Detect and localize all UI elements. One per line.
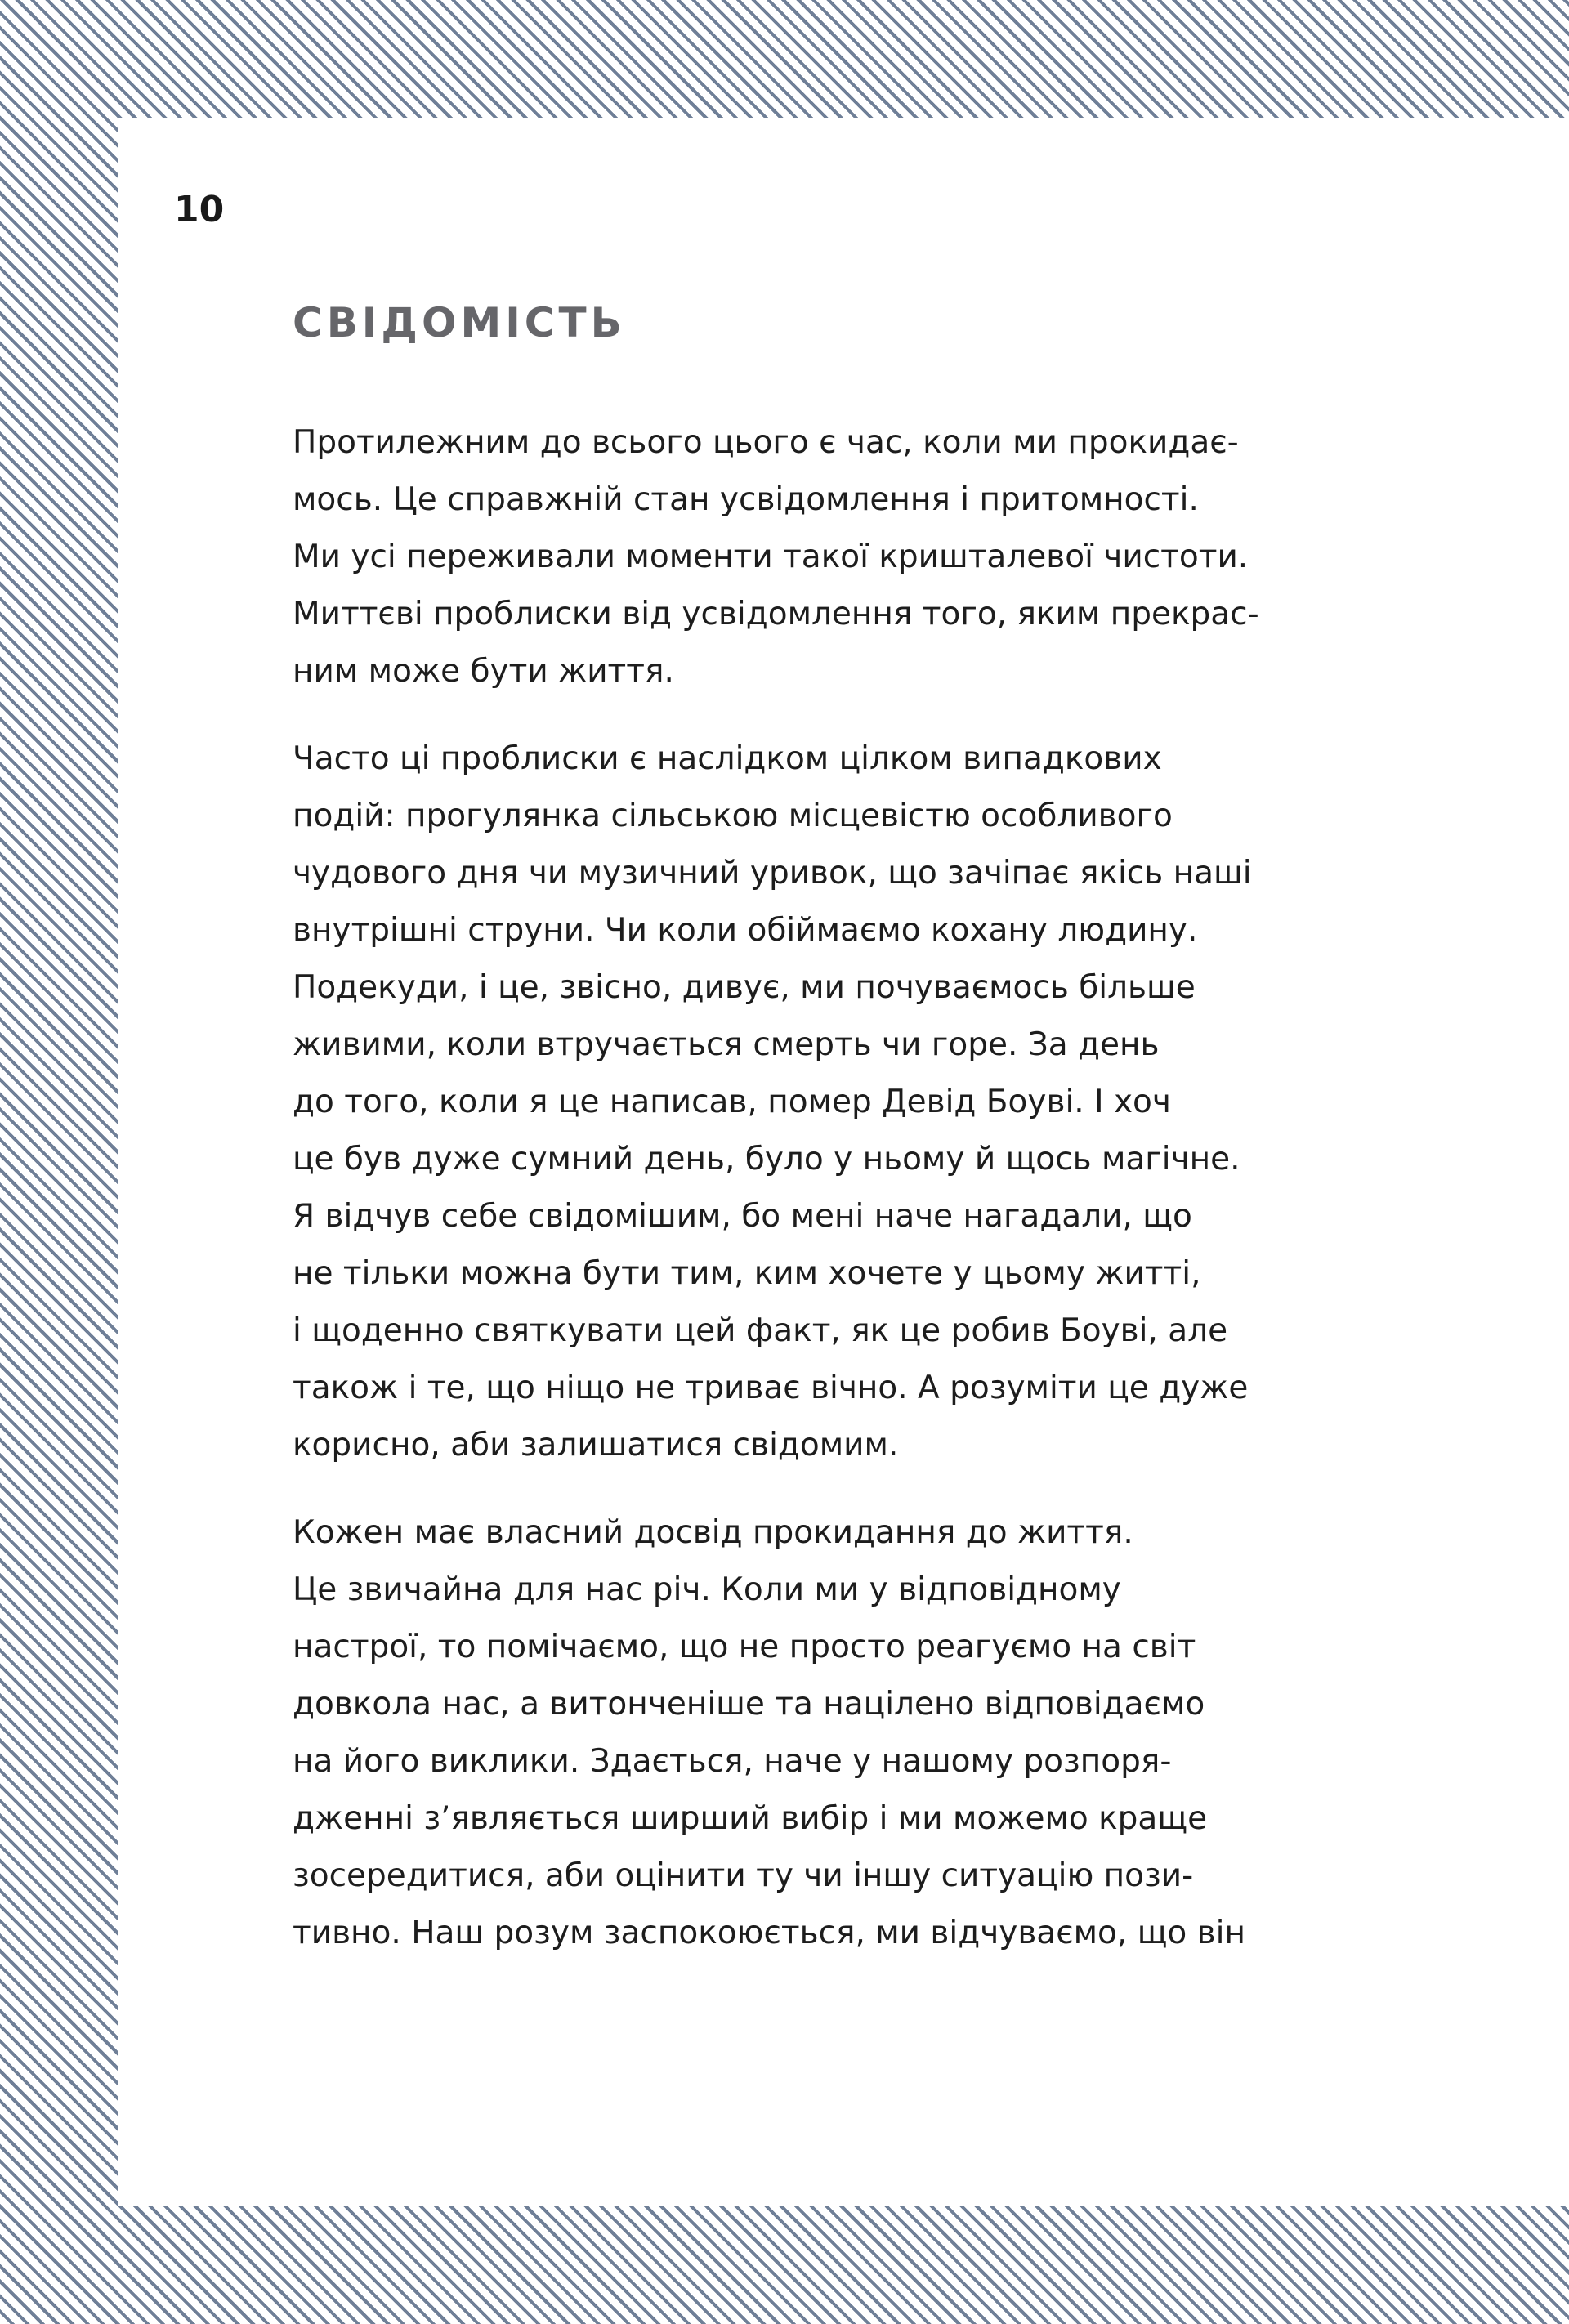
text-line: Миттєві проблиски від усвідомлення того, яким прекрас- — [293, 596, 1259, 632]
text-line: Ми усі переживали моменти такої кришталевої чистоти. — [293, 539, 1249, 575]
text-line: і щоденно святкувати цей факт, як це робив Боуві, але — [293, 1312, 1228, 1349]
text-line: до того, коли я це написав, помер Девід Боуві. І хоч — [293, 1084, 1171, 1120]
text-line: чудового дня чи музичний уривок, що зачіпає якісь наші — [293, 855, 1252, 892]
paragraph-3 — [293, 1504, 1412, 1962]
text-line: Протилежним до всього цього є час, коли ми прокидає- — [293, 424, 1239, 461]
text-line: ним може бути життя. — [293, 653, 674, 690]
text-line: дженні з’являється ширший вибір і ми можемо краще — [293, 1800, 1208, 1837]
text-line: живими, коли втручається смерть чи горе. За день — [293, 1026, 1160, 1063]
text-line: внутрішні струни. Чи коли обіймаємо кохану людину. — [293, 912, 1198, 949]
text-line: Кожен має власний досвід прокидання до життя. — [293, 1514, 1133, 1551]
page-number: 10 — [174, 189, 225, 230]
text-line: мось. Це справжній стан усвідомлення і притомності. — [293, 481, 1199, 518]
text-line: Я відчув себе свідомішим, бо мені наче нагадали, що — [293, 1198, 1192, 1235]
body-text — [293, 414, 1412, 1992]
book-page — [118, 118, 1569, 2206]
paragraph-2 — [293, 731, 1412, 1474]
text-line: також і те, що ніщо не триває вічно. А розуміти це дуже — [293, 1370, 1249, 1406]
paragraph-1 — [293, 414, 1412, 700]
text-line: Це звичайна для нас річ. Коли ми у відповідному — [293, 1571, 1121, 1608]
text-line: не тільки можна бути тим, ким хочете у цьому житті, — [293, 1255, 1201, 1292]
text-line: тивно. Наш розум заспокоюється, ми відчуваємо, що він — [293, 1915, 1246, 1951]
text-line: Подекуди, і це, звісно, дивує, ми почуваємось більше — [293, 969, 1196, 1006]
text-line: зосередитися, аби оцінити ту чи іншу ситуацію пози- — [293, 1857, 1194, 1894]
text-line: Часто ці проблиски є наслідком цілком випадкових — [293, 740, 1162, 777]
text-line: на його виклики. Здається, наче у нашому розпоря- — [293, 1743, 1172, 1780]
text-line: настрої, то помічаємо, що не просто реагуємо на світ — [293, 1629, 1196, 1665]
text-line: подій: прогулянка сільською місцевістю особливого — [293, 798, 1173, 834]
text-line: корисно, аби залишатися свідомим. — [293, 1427, 899, 1464]
text-line: це був дуже сумний день, було у ньому й щось магічне. — [293, 1141, 1240, 1178]
section-title: СВІДОМІСТЬ — [293, 299, 626, 346]
text-line: довкола нас, а витонченіше та націлено відповідаємо — [293, 1686, 1205, 1723]
